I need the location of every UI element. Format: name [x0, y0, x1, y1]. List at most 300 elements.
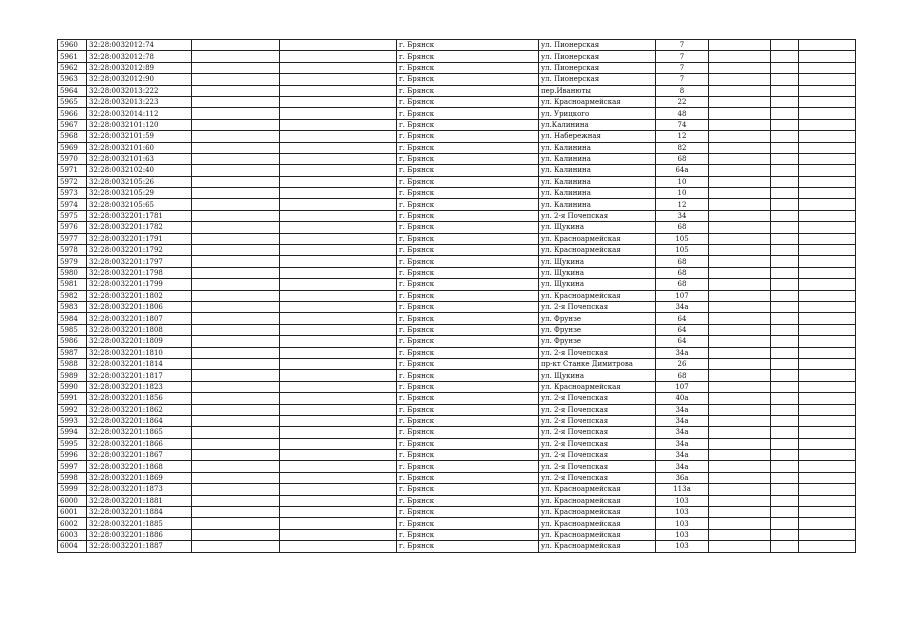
city-cell: г. Брянск: [397, 393, 539, 404]
cadastral-number: 32:28:0032101:63: [87, 153, 192, 164]
empty-cell: [771, 472, 799, 483]
city-cell: г. Брянск: [397, 245, 539, 256]
empty-cell: [771, 85, 799, 96]
empty-cell: [192, 529, 280, 540]
empty-cell: [280, 336, 397, 347]
empty-cell: [771, 40, 799, 51]
empty-cell: [771, 393, 799, 404]
empty-cell: [771, 142, 799, 153]
empty-cell: [771, 153, 799, 164]
cadastral-number: 32:28:0032201:1802: [87, 290, 192, 301]
empty-cell: [280, 393, 397, 404]
empty-cell: [799, 347, 856, 358]
city-cell: г. Брянск: [397, 108, 539, 119]
cadastral-number: 32:28:0032201:1809: [87, 336, 192, 347]
empty-cell: [799, 415, 856, 426]
city-cell: г. Брянск: [397, 370, 539, 381]
empty-cell: [280, 222, 397, 233]
row-number: 5972: [58, 176, 87, 187]
empty-cell: [799, 40, 856, 51]
row-number: 5998: [58, 472, 87, 483]
empty-cell: [771, 484, 799, 495]
house-cell: 22: [656, 96, 709, 107]
empty-cell: [771, 301, 799, 312]
empty-cell: [771, 165, 799, 176]
empty-cell: [771, 51, 799, 62]
table-row: [58, 153, 856, 164]
empty-cell: [709, 461, 771, 472]
house-cell: 64а: [656, 165, 709, 176]
city-cell: г. Брянск: [397, 165, 539, 176]
empty-cell: [799, 324, 856, 335]
empty-cell: [771, 495, 799, 506]
empty-cell: [799, 450, 856, 461]
empty-cell: [192, 153, 280, 164]
table-row: [58, 529, 856, 540]
cadastral-number: 32:28:0032201:1856: [87, 393, 192, 404]
city-cell: г. Брянск: [397, 529, 539, 540]
street-cell: ул. Красноармейская: [539, 245, 656, 256]
house-cell: 68: [656, 267, 709, 278]
empty-cell: [799, 256, 856, 267]
row-number: 5991: [58, 393, 87, 404]
empty-cell: [709, 267, 771, 278]
empty-cell: [280, 324, 397, 335]
street-cell: ул. Щукина: [539, 256, 656, 267]
row-number: 5983: [58, 301, 87, 312]
empty-cell: [799, 461, 856, 472]
row-number: 5981: [58, 279, 87, 290]
street-cell: ул. 2-я Почепская: [539, 301, 656, 312]
row-number: 5994: [58, 427, 87, 438]
empty-cell: [280, 40, 397, 51]
row-number: 5963: [58, 74, 87, 85]
empty-cell: [799, 336, 856, 347]
house-cell: 103: [656, 495, 709, 506]
empty-cell: [709, 381, 771, 392]
house-cell: 103: [656, 518, 709, 529]
street-cell: ул. Фрунзе: [539, 313, 656, 324]
empty-cell: [192, 393, 280, 404]
row-number: 6003: [58, 529, 87, 540]
empty-cell: [771, 210, 799, 221]
empty-cell: [709, 96, 771, 107]
empty-cell: [709, 404, 771, 415]
empty-cell: [280, 313, 397, 324]
table-row: [58, 484, 856, 495]
empty-cell: [192, 336, 280, 347]
house-cell: 7: [656, 40, 709, 51]
empty-cell: [771, 119, 799, 130]
empty-cell: [280, 131, 397, 142]
empty-cell: [709, 313, 771, 324]
empty-cell: [709, 301, 771, 312]
empty-cell: [771, 507, 799, 518]
empty-cell: [799, 381, 856, 392]
cadastral-number: 32:28:0032201:1808: [87, 324, 192, 335]
registry-table: [57, 39, 856, 553]
empty-cell: [799, 210, 856, 221]
house-cell: 68: [656, 153, 709, 164]
table-row: [58, 336, 856, 347]
empty-cell: [192, 210, 280, 221]
empty-cell: [192, 313, 280, 324]
city-cell: г. Брянск: [397, 541, 539, 552]
empty-cell: [709, 324, 771, 335]
empty-cell: [192, 176, 280, 187]
empty-cell: [280, 188, 397, 199]
table-row: [58, 256, 856, 267]
empty-cell: [799, 507, 856, 518]
empty-cell: [280, 518, 397, 529]
row-number: 5984: [58, 313, 87, 324]
table-row: [58, 301, 856, 312]
empty-cell: [799, 313, 856, 324]
cadastral-number: 32:28:0032201:1884: [87, 507, 192, 518]
city-cell: г. Брянск: [397, 495, 539, 506]
empty-cell: [709, 507, 771, 518]
street-cell: ул. Щукина: [539, 370, 656, 381]
house-cell: 7: [656, 62, 709, 73]
table-row: [58, 142, 856, 153]
row-number: 5964: [58, 85, 87, 96]
empty-cell: [192, 415, 280, 426]
empty-cell: [709, 210, 771, 221]
row-number: 5960: [58, 40, 87, 51]
cadastral-number: 32:28:0032201:1798: [87, 267, 192, 278]
empty-cell: [709, 472, 771, 483]
empty-cell: [280, 165, 397, 176]
street-cell: ул. Фрунзе: [539, 336, 656, 347]
empty-cell: [280, 507, 397, 518]
empty-cell: [799, 267, 856, 278]
empty-cell: [709, 233, 771, 244]
empty-cell: [799, 176, 856, 187]
table-row: [58, 347, 856, 358]
empty-cell: [192, 245, 280, 256]
cadastral-number: 32:28:0032201:1797: [87, 256, 192, 267]
empty-cell: [771, 222, 799, 233]
table-row: [58, 450, 856, 461]
cadastral-number: 32:28:0032102:40: [87, 165, 192, 176]
empty-cell: [280, 245, 397, 256]
table-row: [58, 188, 856, 199]
empty-cell: [709, 279, 771, 290]
empty-cell: [709, 153, 771, 164]
house-cell: 26: [656, 358, 709, 369]
city-cell: г. Брянск: [397, 381, 539, 392]
cadastral-number: 32:28:0032105:29: [87, 188, 192, 199]
row-number: 5988: [58, 358, 87, 369]
empty-cell: [280, 450, 397, 461]
house-cell: 7: [656, 74, 709, 85]
street-cell: ул. Набережная: [539, 131, 656, 142]
street-cell: ул. Красноармейская: [539, 518, 656, 529]
empty-cell: [799, 233, 856, 244]
row-number: 6004: [58, 541, 87, 552]
house-cell: 103: [656, 541, 709, 552]
empty-cell: [771, 256, 799, 267]
empty-cell: [771, 450, 799, 461]
empty-cell: [709, 290, 771, 301]
city-cell: г. Брянск: [397, 336, 539, 347]
street-cell: ул. 2-я Почепская: [539, 450, 656, 461]
empty-cell: [799, 188, 856, 199]
table-row: [58, 324, 856, 335]
city-cell: г. Брянск: [397, 96, 539, 107]
city-cell: г. Брянск: [397, 153, 539, 164]
empty-cell: [192, 51, 280, 62]
row-number: 5993: [58, 415, 87, 426]
city-cell: г. Брянск: [397, 450, 539, 461]
street-cell: ул. Щукина: [539, 267, 656, 278]
row-number: 5976: [58, 222, 87, 233]
house-cell: 36а: [656, 472, 709, 483]
empty-cell: [771, 131, 799, 142]
street-cell: ул.Калинина: [539, 119, 656, 130]
empty-cell: [709, 199, 771, 210]
street-cell: ул. Калинина: [539, 142, 656, 153]
empty-cell: [280, 484, 397, 495]
street-cell: ул. Калинина: [539, 176, 656, 187]
empty-cell: [192, 165, 280, 176]
empty-cell: [771, 438, 799, 449]
empty-cell: [771, 245, 799, 256]
street-cell: ул. Калинина: [539, 153, 656, 164]
house-cell: 40а: [656, 393, 709, 404]
street-cell: ул. 2-я Почепская: [539, 404, 656, 415]
empty-cell: [192, 267, 280, 278]
empty-cell: [799, 108, 856, 119]
table-row: [58, 507, 856, 518]
empty-cell: [771, 336, 799, 347]
empty-cell: [280, 347, 397, 358]
house-cell: 10: [656, 188, 709, 199]
city-cell: г. Брянск: [397, 347, 539, 358]
house-cell: 34а: [656, 438, 709, 449]
empty-cell: [192, 142, 280, 153]
street-cell: ул. Красноармейская: [539, 495, 656, 506]
empty-cell: [192, 358, 280, 369]
house-cell: 107: [656, 381, 709, 392]
city-cell: г. Брянск: [397, 267, 539, 278]
cadastral-number: 32:28:0032201:1817: [87, 370, 192, 381]
house-cell: 34а: [656, 427, 709, 438]
empty-cell: [709, 188, 771, 199]
empty-cell: [280, 176, 397, 187]
cadastral-number: 32:28:0032013:222: [87, 85, 192, 96]
cadastral-number: 32:28:0032201:1865: [87, 427, 192, 438]
cadastral-number: 32:28:0032201:1887: [87, 541, 192, 552]
city-cell: г. Брянск: [397, 176, 539, 187]
empty-cell: [280, 233, 397, 244]
empty-cell: [771, 461, 799, 472]
empty-cell: [799, 370, 856, 381]
empty-cell: [799, 96, 856, 107]
row-number: 5965: [58, 96, 87, 107]
empty-cell: [799, 427, 856, 438]
cadastral-number: 32:28:0032201:1810: [87, 347, 192, 358]
house-cell: 105: [656, 233, 709, 244]
city-cell: г. Брянск: [397, 301, 539, 312]
city-cell: г. Брянск: [397, 279, 539, 290]
empty-cell: [709, 62, 771, 73]
empty-cell: [709, 256, 771, 267]
empty-cell: [799, 165, 856, 176]
city-cell: г. Брянск: [397, 62, 539, 73]
empty-cell: [771, 290, 799, 301]
empty-cell: [709, 427, 771, 438]
empty-cell: [771, 267, 799, 278]
empty-cell: [280, 153, 397, 164]
table-row: [58, 165, 856, 176]
empty-cell: [709, 495, 771, 506]
empty-cell: [799, 404, 856, 415]
registry-table-body: [58, 40, 856, 553]
empty-cell: [280, 279, 397, 290]
city-cell: г. Брянск: [397, 313, 539, 324]
empty-cell: [709, 85, 771, 96]
city-cell: г. Брянск: [397, 74, 539, 85]
row-number: 5982: [58, 290, 87, 301]
house-cell: 34а: [656, 450, 709, 461]
empty-cell: [771, 324, 799, 335]
empty-cell: [280, 51, 397, 62]
street-cell: ул. Щукина: [539, 279, 656, 290]
empty-cell: [192, 74, 280, 85]
row-number: 5979: [58, 256, 87, 267]
cadastral-number: 32:28:0032101:59: [87, 131, 192, 142]
cadastral-number: 32:28:0032201:1807: [87, 313, 192, 324]
house-cell: 82: [656, 142, 709, 153]
empty-cell: [280, 142, 397, 153]
empty-cell: [192, 301, 280, 312]
table-row: [58, 393, 856, 404]
row-number: 6000: [58, 495, 87, 506]
table-row: [58, 461, 856, 472]
house-cell: 7: [656, 51, 709, 62]
table-row: [58, 51, 856, 62]
empty-cell: [280, 108, 397, 119]
table-row: [58, 279, 856, 290]
empty-cell: [192, 450, 280, 461]
row-number: 5978: [58, 245, 87, 256]
empty-cell: [709, 176, 771, 187]
empty-cell: [799, 484, 856, 495]
empty-cell: [799, 62, 856, 73]
street-cell: ул. Красноармейская: [539, 96, 656, 107]
empty-cell: [799, 529, 856, 540]
empty-cell: [771, 529, 799, 540]
empty-cell: [280, 529, 397, 540]
empty-cell: [280, 210, 397, 221]
empty-cell: [799, 85, 856, 96]
empty-cell: [709, 347, 771, 358]
table-row: [58, 438, 856, 449]
street-cell: ул. Красноармейская: [539, 290, 656, 301]
empty-cell: [799, 393, 856, 404]
empty-cell: [280, 290, 397, 301]
empty-cell: [280, 427, 397, 438]
row-number: 5997: [58, 461, 87, 472]
cadastral-number: 32:28:0032201:1791: [87, 233, 192, 244]
table-row: [58, 370, 856, 381]
empty-cell: [771, 108, 799, 119]
table-row: [58, 233, 856, 244]
city-cell: г. Брянск: [397, 51, 539, 62]
empty-cell: [799, 358, 856, 369]
empty-cell: [280, 74, 397, 85]
city-cell: г. Брянск: [397, 358, 539, 369]
empty-cell: [771, 188, 799, 199]
empty-cell: [771, 427, 799, 438]
street-cell: ул. Пионерская: [539, 40, 656, 51]
table-row: [58, 541, 856, 552]
empty-cell: [709, 370, 771, 381]
empty-cell: [709, 108, 771, 119]
empty-cell: [709, 245, 771, 256]
cadastral-number: 32:28:0032201:1866: [87, 438, 192, 449]
street-cell: ул. 2-я Почепская: [539, 438, 656, 449]
street-cell: ул. Красноармейская: [539, 507, 656, 518]
empty-cell: [280, 370, 397, 381]
cadastral-number: 32:28:0032201:1886: [87, 529, 192, 540]
house-cell: 103: [656, 529, 709, 540]
house-cell: 103: [656, 507, 709, 518]
empty-cell: [799, 74, 856, 85]
city-cell: г. Брянск: [397, 438, 539, 449]
empty-cell: [280, 472, 397, 483]
empty-cell: [799, 199, 856, 210]
row-number: 5961: [58, 51, 87, 62]
row-number: 5996: [58, 450, 87, 461]
empty-cell: [709, 484, 771, 495]
table-row: [58, 85, 856, 96]
empty-cell: [280, 415, 397, 426]
row-number: 5977: [58, 233, 87, 244]
empty-cell: [709, 415, 771, 426]
table-row: [58, 210, 856, 221]
empty-cell: [799, 438, 856, 449]
city-cell: г. Брянск: [397, 256, 539, 267]
row-number: 5989: [58, 370, 87, 381]
cadastral-number: 32:28:0032101:120: [87, 119, 192, 130]
empty-cell: [709, 40, 771, 51]
city-cell: г. Брянск: [397, 472, 539, 483]
empty-cell: [771, 96, 799, 107]
cadastral-number: 32:28:0032201:1799: [87, 279, 192, 290]
empty-cell: [192, 370, 280, 381]
street-cell: ул. Калинина: [539, 188, 656, 199]
empty-cell: [709, 518, 771, 529]
street-cell: ул. 2-я Почепская: [539, 347, 656, 358]
empty-cell: [709, 51, 771, 62]
house-cell: 64: [656, 313, 709, 324]
cadastral-number: 32:28:0032201:1806: [87, 301, 192, 312]
empty-cell: [709, 393, 771, 404]
empty-cell: [192, 541, 280, 552]
street-cell: ул. Пионерская: [539, 51, 656, 62]
house-cell: 64: [656, 324, 709, 335]
city-cell: г. Брянск: [397, 324, 539, 335]
city-cell: г. Брянск: [397, 131, 539, 142]
table-row: [58, 176, 856, 187]
street-cell: ул. Фрунзе: [539, 324, 656, 335]
street-cell: ул. 2-я Почепская: [539, 210, 656, 221]
empty-cell: [280, 199, 397, 210]
house-cell: 105: [656, 245, 709, 256]
table-row: [58, 313, 856, 324]
